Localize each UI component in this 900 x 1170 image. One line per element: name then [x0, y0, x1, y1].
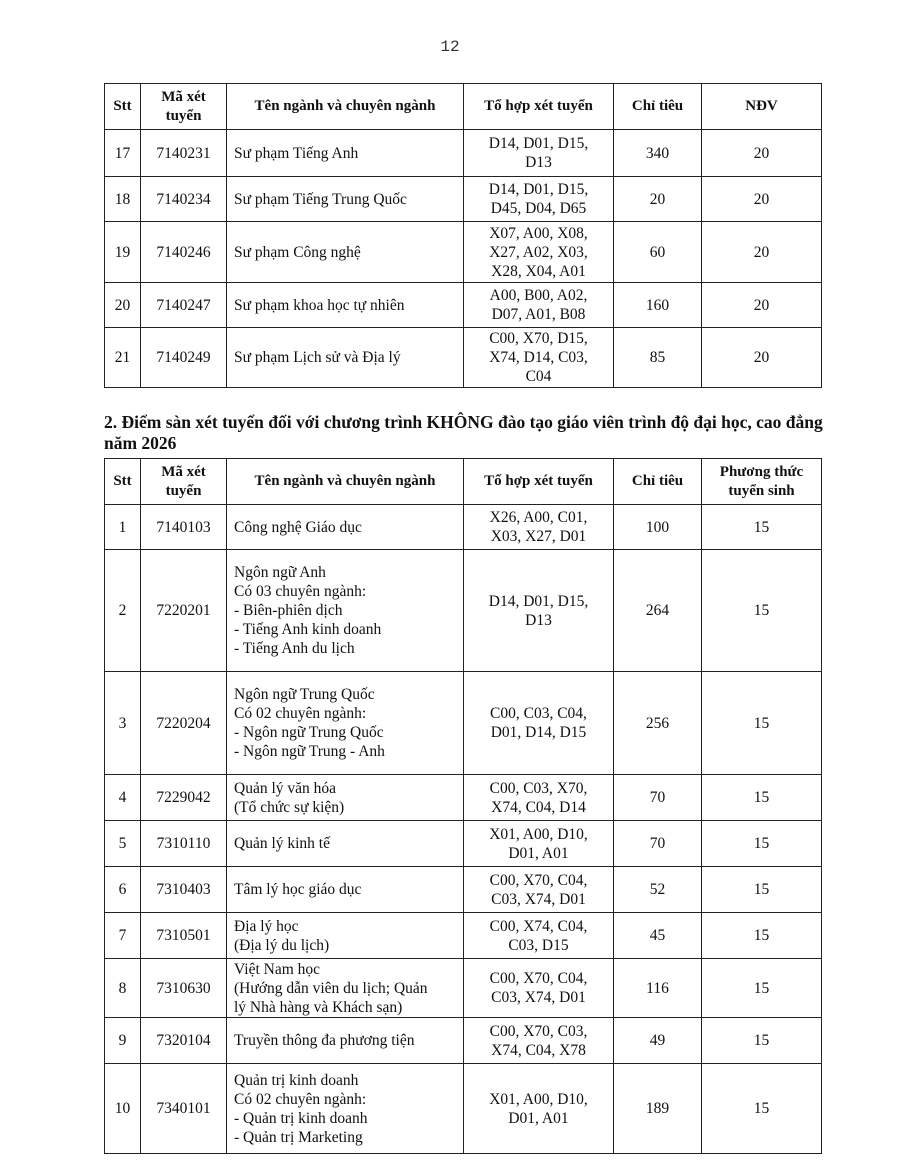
table-row — [105, 672, 822, 775]
cell-quota: 20 — [614, 177, 702, 222]
cell-ndv: 20 — [702, 328, 822, 388]
table-row — [105, 222, 822, 283]
header-stt: Stt — [105, 459, 141, 505]
cell-name: Sư phạm Tiếng Trung Quốc — [227, 177, 464, 222]
cell-method: 15 — [702, 959, 822, 1018]
cell-ndv: 20 — [702, 130, 822, 177]
cell-code: 7140249 — [141, 328, 227, 388]
cell-combo: X07, A00, X08, X27, A02, X03, X28, X04, A01 — [464, 222, 614, 283]
cell-quota: 100 — [614, 505, 702, 550]
header-method: Phương thức tuyển sinh — [702, 459, 822, 505]
cell-stt: 19 — [105, 222, 141, 283]
cell-stt: 8 — [105, 959, 141, 1018]
cell-code: 7140231 — [141, 130, 227, 177]
cell-method: 15 — [702, 505, 822, 550]
cell-combo: X26, A00, C01, X03, X27, D01 — [464, 505, 614, 550]
cell-code: 7140103 — [141, 505, 227, 550]
cell-combo: C00, C03, X70, X74, C04, D14 — [464, 775, 614, 821]
cell-combo: D14, D01, D15, D13 — [464, 550, 614, 672]
cell-quota: 340 — [614, 130, 702, 177]
cell-stt: 2 — [105, 550, 141, 672]
cell-combo: C00, X70, C04, C03, X74, D01 — [464, 867, 614, 913]
cell-method: 15 — [702, 1064, 822, 1154]
header-ndv: NĐV — [702, 84, 822, 130]
cell-quota: 256 — [614, 672, 702, 775]
table-row — [105, 821, 822, 867]
cell-stt: 6 — [105, 867, 141, 913]
header-quota: Chỉ tiêu — [614, 459, 702, 505]
cell-code: 7220204 — [141, 672, 227, 775]
cell-code: 7140247 — [141, 283, 227, 328]
cell-stt: 17 — [105, 130, 141, 177]
cell-name: Sư phạm Tiếng Anh — [227, 130, 464, 177]
cell-method: 15 — [702, 550, 822, 672]
table-header-row — [105, 84, 822, 130]
cell-name: Địa lý học (Địa lý du lịch) — [227, 913, 464, 959]
cell-stt: 9 — [105, 1018, 141, 1064]
header-name: Tên ngành và chuyên ngành — [227, 84, 464, 130]
table-row — [105, 328, 822, 388]
table-row — [105, 505, 822, 550]
header-combo: Tổ hợp xét tuyển — [464, 459, 614, 505]
section-heading: 2. Điểm sàn xét tuyển đối với chương trình KHÔNG đào tạo giáo viên trình độ đại học, cao đẳng năm 2026 — [104, 412, 823, 453]
cell-name: Ngôn ngữ Trung Quốc Có 02 chuyên ngành: - Ngôn ngữ Trung Quốc - Ngôn ngữ Trung - Anh — [227, 672, 464, 775]
table-header-row — [105, 459, 822, 505]
cell-code: 7310110 — [141, 821, 227, 867]
cell-ndv: 20 — [702, 177, 822, 222]
cell-combo: X01, A00, D10, D01, A01 — [464, 821, 614, 867]
cell-name: Ngôn ngữ Anh Có 03 chuyên ngành: - Biên-phiên dịch - Tiếng Anh kinh doanh - Tiếng Anh du lịch — [227, 550, 464, 672]
page-number: 12 — [440, 38, 460, 56]
cell-name: Việt Nam học (Hướng dẫn viên du lịch; Quản lý Nhà hàng và Khách sạn) — [227, 959, 464, 1018]
cell-name: Quản trị kinh doanh Có 02 chuyên ngành: - Quản trị kinh doanh - Quản trị Marketing — [227, 1064, 464, 1154]
cell-name: Sư phạm Lịch sử và Địa lý — [227, 328, 464, 388]
cell-name: Công nghệ Giáo dục — [227, 505, 464, 550]
cell-name: Sư phạm Công nghệ — [227, 222, 464, 283]
cell-stt: 10 — [105, 1064, 141, 1154]
admission-table-teacher-programs — [104, 83, 822, 388]
cell-combo: C00, X74, C04, C03, D15 — [464, 913, 614, 959]
table-row — [105, 283, 822, 328]
cell-quota: 160 — [614, 283, 702, 328]
cell-stt: 7 — [105, 913, 141, 959]
cell-quota: 60 — [614, 222, 702, 283]
cell-stt: 4 — [105, 775, 141, 821]
cell-combo: C00, X70, C04, C03, X74, D01 — [464, 959, 614, 1018]
cell-quota: 70 — [614, 775, 702, 821]
cell-method: 15 — [702, 913, 822, 959]
cell-code: 7310630 — [141, 959, 227, 1018]
cell-code: 7140234 — [141, 177, 227, 222]
cell-method: 15 — [702, 672, 822, 775]
cell-ndv: 20 — [702, 283, 822, 328]
table-row — [105, 775, 822, 821]
cell-ndv: 20 — [702, 222, 822, 283]
header-combo: Tổ hợp xét tuyển — [464, 84, 614, 130]
cell-combo: D14, D01, D15, D13 — [464, 130, 614, 177]
cell-quota: 45 — [614, 913, 702, 959]
table-row — [105, 1018, 822, 1064]
header-code: Mã xét tuyển — [141, 84, 227, 130]
cell-code: 7320104 — [141, 1018, 227, 1064]
cell-quota: 52 — [614, 867, 702, 913]
cell-code: 7220201 — [141, 550, 227, 672]
cell-name: Sư phạm khoa học tự nhiên — [227, 283, 464, 328]
cell-method: 15 — [702, 821, 822, 867]
cell-name: Quản lý kinh tế — [227, 821, 464, 867]
cell-stt: 20 — [105, 283, 141, 328]
cell-quota: 85 — [614, 328, 702, 388]
admission-table-non-teacher-programs — [104, 458, 822, 1154]
cell-quota: 70 — [614, 821, 702, 867]
cell-quota: 49 — [614, 1018, 702, 1064]
cell-combo: D14, D01, D15, D45, D04, D65 — [464, 177, 614, 222]
cell-quota: 189 — [614, 1064, 702, 1154]
cell-combo: X01, A00, D10, D01, A01 — [464, 1064, 614, 1154]
cell-stt: 21 — [105, 328, 141, 388]
table-row — [105, 959, 822, 1018]
table-row — [105, 867, 822, 913]
table-row — [105, 177, 822, 222]
table-row — [105, 1064, 822, 1154]
cell-quota: 264 — [614, 550, 702, 672]
cell-quota: 116 — [614, 959, 702, 1018]
cell-code: 7310403 — [141, 867, 227, 913]
cell-method: 15 — [702, 867, 822, 913]
cell-code: 7340101 — [141, 1064, 227, 1154]
cell-method: 15 — [702, 775, 822, 821]
cell-code: 7140246 — [141, 222, 227, 283]
header-name: Tên ngành và chuyên ngành — [227, 459, 464, 505]
cell-stt: 5 — [105, 821, 141, 867]
table-row — [105, 130, 822, 177]
table-row — [105, 550, 822, 672]
cell-combo: C00, X70, D15, X74, D14, C03, C04 — [464, 328, 614, 388]
header-code: Mã xét tuyển — [141, 459, 227, 505]
cell-combo: A00, B00, A02, D07, A01, B08 — [464, 283, 614, 328]
cell-code: 7310501 — [141, 913, 227, 959]
header-quota: Chỉ tiêu — [614, 84, 702, 130]
header-stt: Stt — [105, 84, 141, 130]
cell-method: 15 — [702, 1018, 822, 1064]
cell-stt: 3 — [105, 672, 141, 775]
cell-code: 7229042 — [141, 775, 227, 821]
cell-name: Tâm lý học giáo dục — [227, 867, 464, 913]
cell-stt: 18 — [105, 177, 141, 222]
cell-combo: C00, X70, C03, X74, C04, X78 — [464, 1018, 614, 1064]
cell-stt: 1 — [105, 505, 141, 550]
cell-combo: C00, C03, C04, D01, D14, D15 — [464, 672, 614, 775]
cell-name: Truyền thông đa phương tiện — [227, 1018, 464, 1064]
cell-name: Quản lý văn hóa (Tổ chức sự kiện) — [227, 775, 464, 821]
table-row — [105, 913, 822, 959]
